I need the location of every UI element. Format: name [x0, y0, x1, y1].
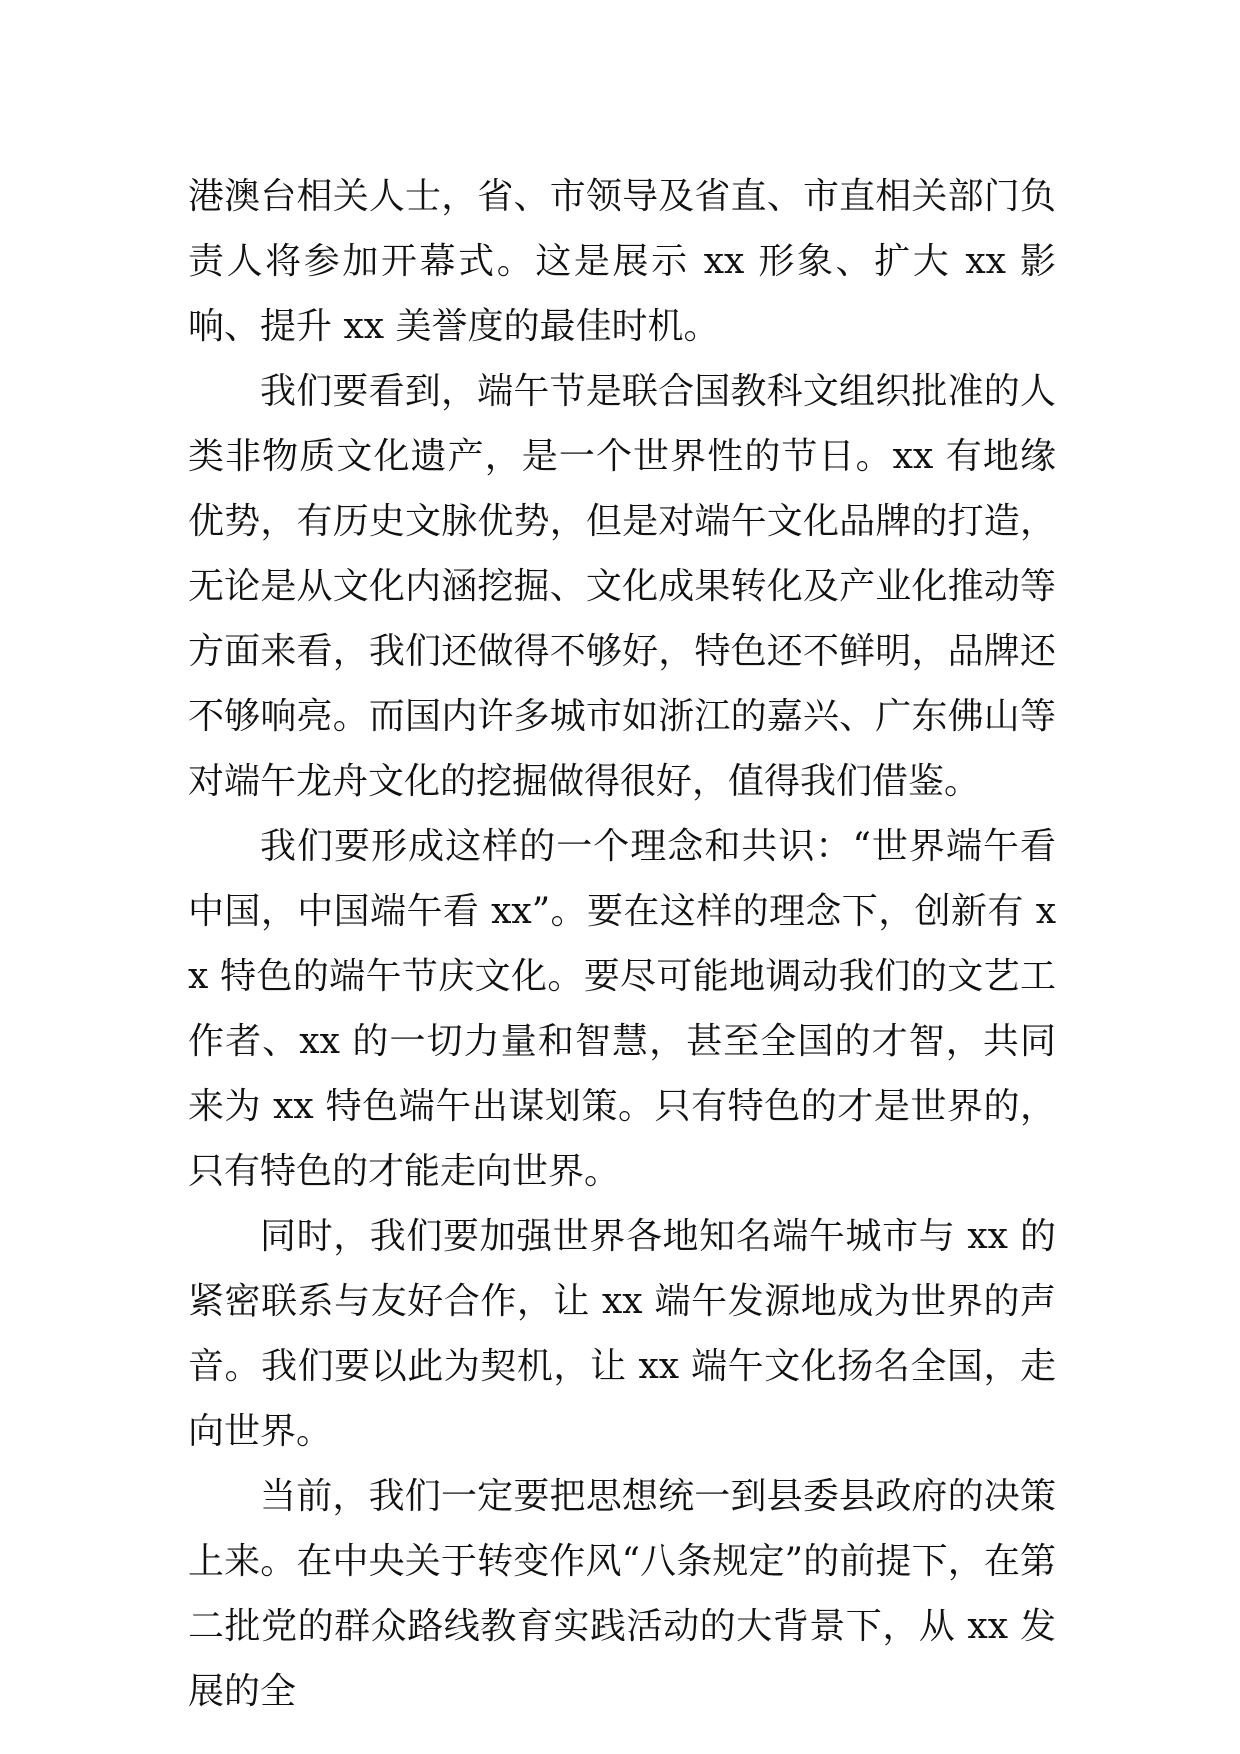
paragraph-1: 港澳台相关人士，省、市领导及省直、市直相关部门负责人将参加开幕式。这是展示 xx 形象、扩大 xx 影响、提升 xx 美誉度的最佳时机。	[188, 176, 1056, 347]
document-body	[188, 164, 1056, 1724]
paragraph-2: 我们要看到，端午节是联合国教科文组织批准的人类非物质文化遗产，是一个世界性的节日。xx 有地缘优势，有历史文脉优势，但是对端午文化品牌的打造，无论是从文化内涵挖掘、文化成果转化及产业化推动等方面来看，我们还做得不够好，特色还不鲜明，品牌还不够响亮。而国内许多城市如浙江的嘉兴、广东佛山等对端午龙舟文化的挖掘做得很好，值得我们借鉴。	[188, 371, 1056, 802]
paragraph-5: 当前，我们一定要把思想统一到县委县政府的决策上来。在中央关于转变作风“八条规定”的前提下，在第二批党的群众路线教育实践活动的大背景下，从 xx 发展的全	[188, 1476, 1056, 1712]
paragraph-4: 同时，我们要加强世界各地知名端午城市与 xx 的紧密联系与友好合作，让 xx 端午发源地成为世界的声音。我们要以此为契机，让 xx 端午文化扬名全国，走向世界。	[188, 1216, 1056, 1452]
paragraph-3: 我们要形成这样的一个理念和共识：“世界端午看中国，中国端午看 xx”。要在这样的理念下，创新有 xx 特色的端午节庆文化。要尽可能地调动我们的文艺工作者、xx 的一切力量和智慧，甚至全国的才智，共同来为 xx 特色端午出谋划策。只有特色的才是世界的，只有特色的才能走向世界。	[188, 826, 1056, 1192]
